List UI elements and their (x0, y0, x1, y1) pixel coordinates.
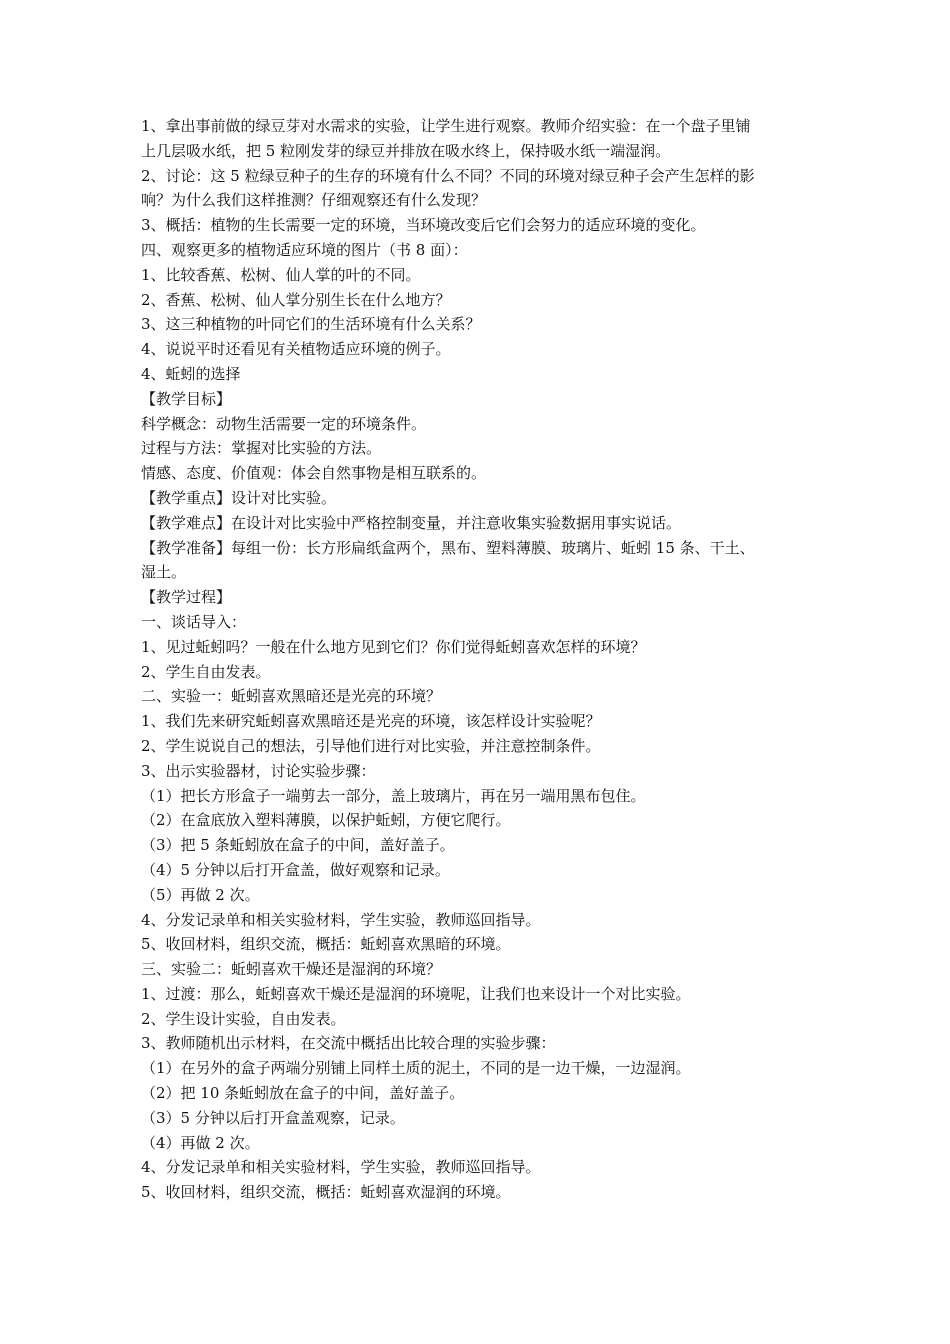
text-line: 4、说说平时还看见有关植物适应环境的例子。 (141, 340, 451, 359)
text-line: 1、过渡：那么，蚯蚓喜欢干燥还是湿润的环境呢，让我们也来设计一个对比实验。 (141, 984, 691, 1003)
text-line: 1、见过蚯蚓吗？一般在什么地方见到它们？你们觉得蚯蚓喜欢怎样的环境？ (141, 637, 646, 656)
lesson-title: 4、蚯蚓的选择 (141, 364, 241, 383)
text-line: （1）把长方形盒子一端剪去一部分，盖上玻璃片，再在另一端用黑布包住。 (141, 786, 646, 805)
text-line: 2、学生自由发表。 (141, 662, 271, 681)
text-line: 科学概念：动物生活需要一定的环境条件。 (141, 414, 427, 433)
text-line: 【教学准备】每组一份：长方形扁纸盒两个，黑布、塑料薄膜、玻璃片、蚯蚓 15 条、干土、 (141, 538, 755, 557)
text-line: 5、收回材料，组织交流，概括：蚯蚓喜欢湿润的环境。 (141, 1183, 511, 1202)
text-line: （1）在另外的盒子两端分别铺上同样土质的泥土，不同的是一边干燥，一边湿润。 (141, 1059, 691, 1078)
text-line: 上几层吸水纸，把 5 粒刚发芽的绿豆并排放在吸水终上，保持吸水纸一端湿润。 (141, 141, 671, 160)
text-line: 1、我们先来研究蚯蚓喜欢黑暗还是光亮的环境，该怎样设计实验呢？ (141, 712, 601, 731)
section-heading: 【教学目标】 (141, 389, 232, 408)
text-line: 2、学生说说自己的想法，引导他们进行对比实验，并注意控制条件。 (141, 736, 601, 755)
text-line: 响？为什么我们这样推测？仔细观察还有什么发现？ (141, 191, 487, 210)
section-heading: 【教学过程】 (141, 588, 232, 607)
text-line: 3、这三种植物的叶同它们的生活环境有什么关系？ (141, 315, 481, 334)
text-line: （2）在盒底放入塑料薄膜，以保护蚯蚓，方便它爬行。 (141, 811, 511, 830)
text-line: （3）把 5 条蚯蚓放在盒子的中间，盖好盖子。 (141, 836, 455, 855)
text-line: （5）再做 2 次。 (141, 885, 260, 904)
section-heading: 三、实验二：蚯蚓喜欢干燥还是湿润的环境？ (141, 960, 442, 979)
text-line: 1、拿出事前做的绿豆芽对水需求的实验，让学生进行观察。教师介绍实验：在一个盘子里铺 (141, 117, 751, 135)
text-line: 3、出示实验器材，讨论实验步骤： (141, 761, 376, 780)
text-line: 过程与方法：掌握对比实验的方法。 (141, 439, 382, 458)
text-line: 情感、态度、价值观：体会自然事物是相互联系的。 (141, 464, 487, 483)
text-line: 3、教师随机出示材料，在交流中概括出比较合理的实验步骤： (141, 1034, 556, 1053)
text-line: 5、收回材料，组织交流，概括：蚯蚓喜欢黑暗的环境。 (141, 935, 511, 954)
text-line: 2、学生设计实验，自由发表。 (141, 1009, 346, 1028)
text-line: 2、香蕉、松树、仙人掌分别生长在什么地方？ (141, 290, 451, 309)
text-line: 1、比较香蕉、松树、仙人掌的叶的不同。 (141, 265, 421, 284)
section-heading: 一、谈话导入： (141, 612, 247, 631)
document-page (141, 114, 821, 1205)
text-line: 2、讨论：这 5 粒绿豆种子的生存的环境有什么不同？不同的环境对绿豆种子会产生怎样的影 (141, 166, 755, 185)
text-line: （4）再做 2 次。 (141, 1133, 260, 1152)
text-line: 4、分发记录单和相关实验材料，学生实验，教师巡回指导。 (141, 1158, 541, 1177)
text-line: （3）5 分钟以后打开盒盖观察，记录。 (141, 1108, 405, 1127)
section-heading: 四、观察更多的植物适应环境的图片（书 8 面）： (141, 240, 468, 259)
text-line: 【教学重点】设计对比实验。 (141, 488, 337, 507)
text-line: （4）5 分钟以后打开盒盖，做好观察和记录。 (141, 860, 450, 879)
text-line: 4、分发记录单和相关实验材料，学生实验，教师巡回指导。 (141, 910, 541, 929)
text-line: 3、概括：植物的生长需要一定的环境，当环境改变后它们会努力的适应环境的变化。 (141, 216, 706, 235)
text-line: 湿土。 (141, 563, 187, 582)
section-heading: 二、实验一：蚯蚓喜欢黑暗还是光亮的环境？ (141, 687, 442, 706)
text-line: （2）把 10 条蚯蚓放在盒子的中间，盖好盖子。 (141, 1084, 465, 1103)
text-line: 【教学难点】在设计对比实验中严格控制变量，并注意收集实验数据用事实说话。 (141, 513, 682, 532)
